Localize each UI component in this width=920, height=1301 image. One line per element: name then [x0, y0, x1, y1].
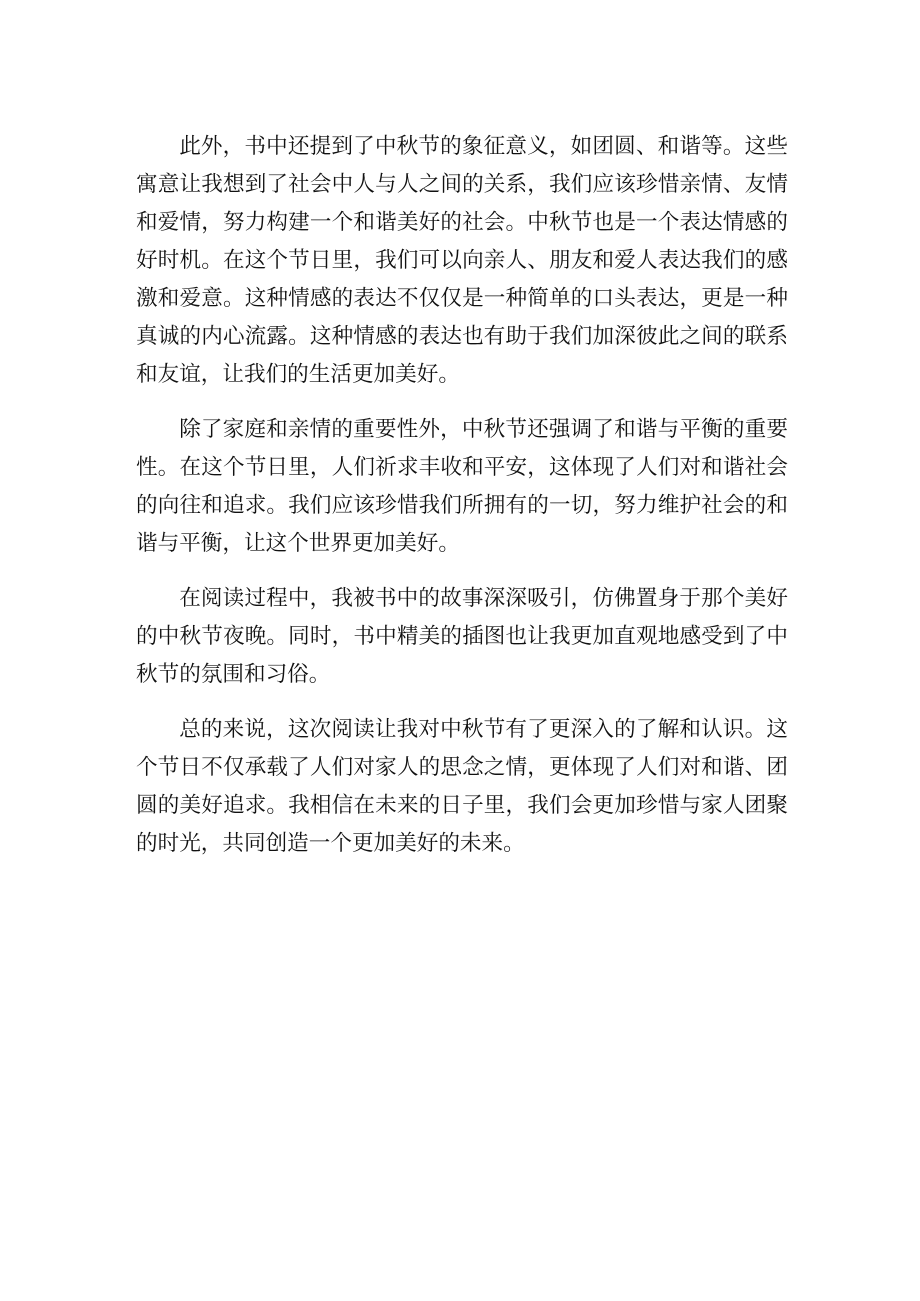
paragraph-symbolism: 此外，书中还提到了中秋节的象征意义，如团圆、和谐等。这些寓意让我想到了社会中人与人之间的关系，我们应该珍惜亲情、友情和爱情，努力构建一个和谐美好的社会。中秋节也是一个表达情感的好时机。在这个节日里，我们可以向亲人、朋友和爱人表达我们的感激和爱意。这种情感的表达不仅仅是一种简单的口头表达，更是一种真诚的内心流露。这种情感的表达也有助于我们加深彼此之间的联系和友谊，让我们的生活更加美好。: [136, 134, 788, 387]
paragraph-conclusion: 总的来说，这次阅读让我对中秋节有了更深入的了解和认识。这个节日不仅承载了人们对家人的思念之情，更体现了人们对和谐、团圆的美好追求。我相信在未来的日子里，我们会更加珍惜与家人团聚的时光，共同创造一个更加美好的未来。: [136, 717, 788, 856]
document-body: [136, 128, 788, 880]
paragraph-reading-experience: 在阅读过程中，我被书中的故事深深吸引，仿佛置身于那个美好的中秋节夜晚。同时，书中精美的插图也让我更加直观地感受到了中秋节的氛围和习俗。: [136, 586, 788, 687]
paragraph-harmony: 除了家庭和亲情的重要性外，中秋节还强调了和谐与平衡的重要性。在这个节日里，人们祈求丰收和平安，这体现了人们对和谐社会的向往和追求。我们应该珍惜我们所拥有的一切，努力维护社会的和谐与平衡，让这个世界更加美好。: [136, 417, 788, 556]
